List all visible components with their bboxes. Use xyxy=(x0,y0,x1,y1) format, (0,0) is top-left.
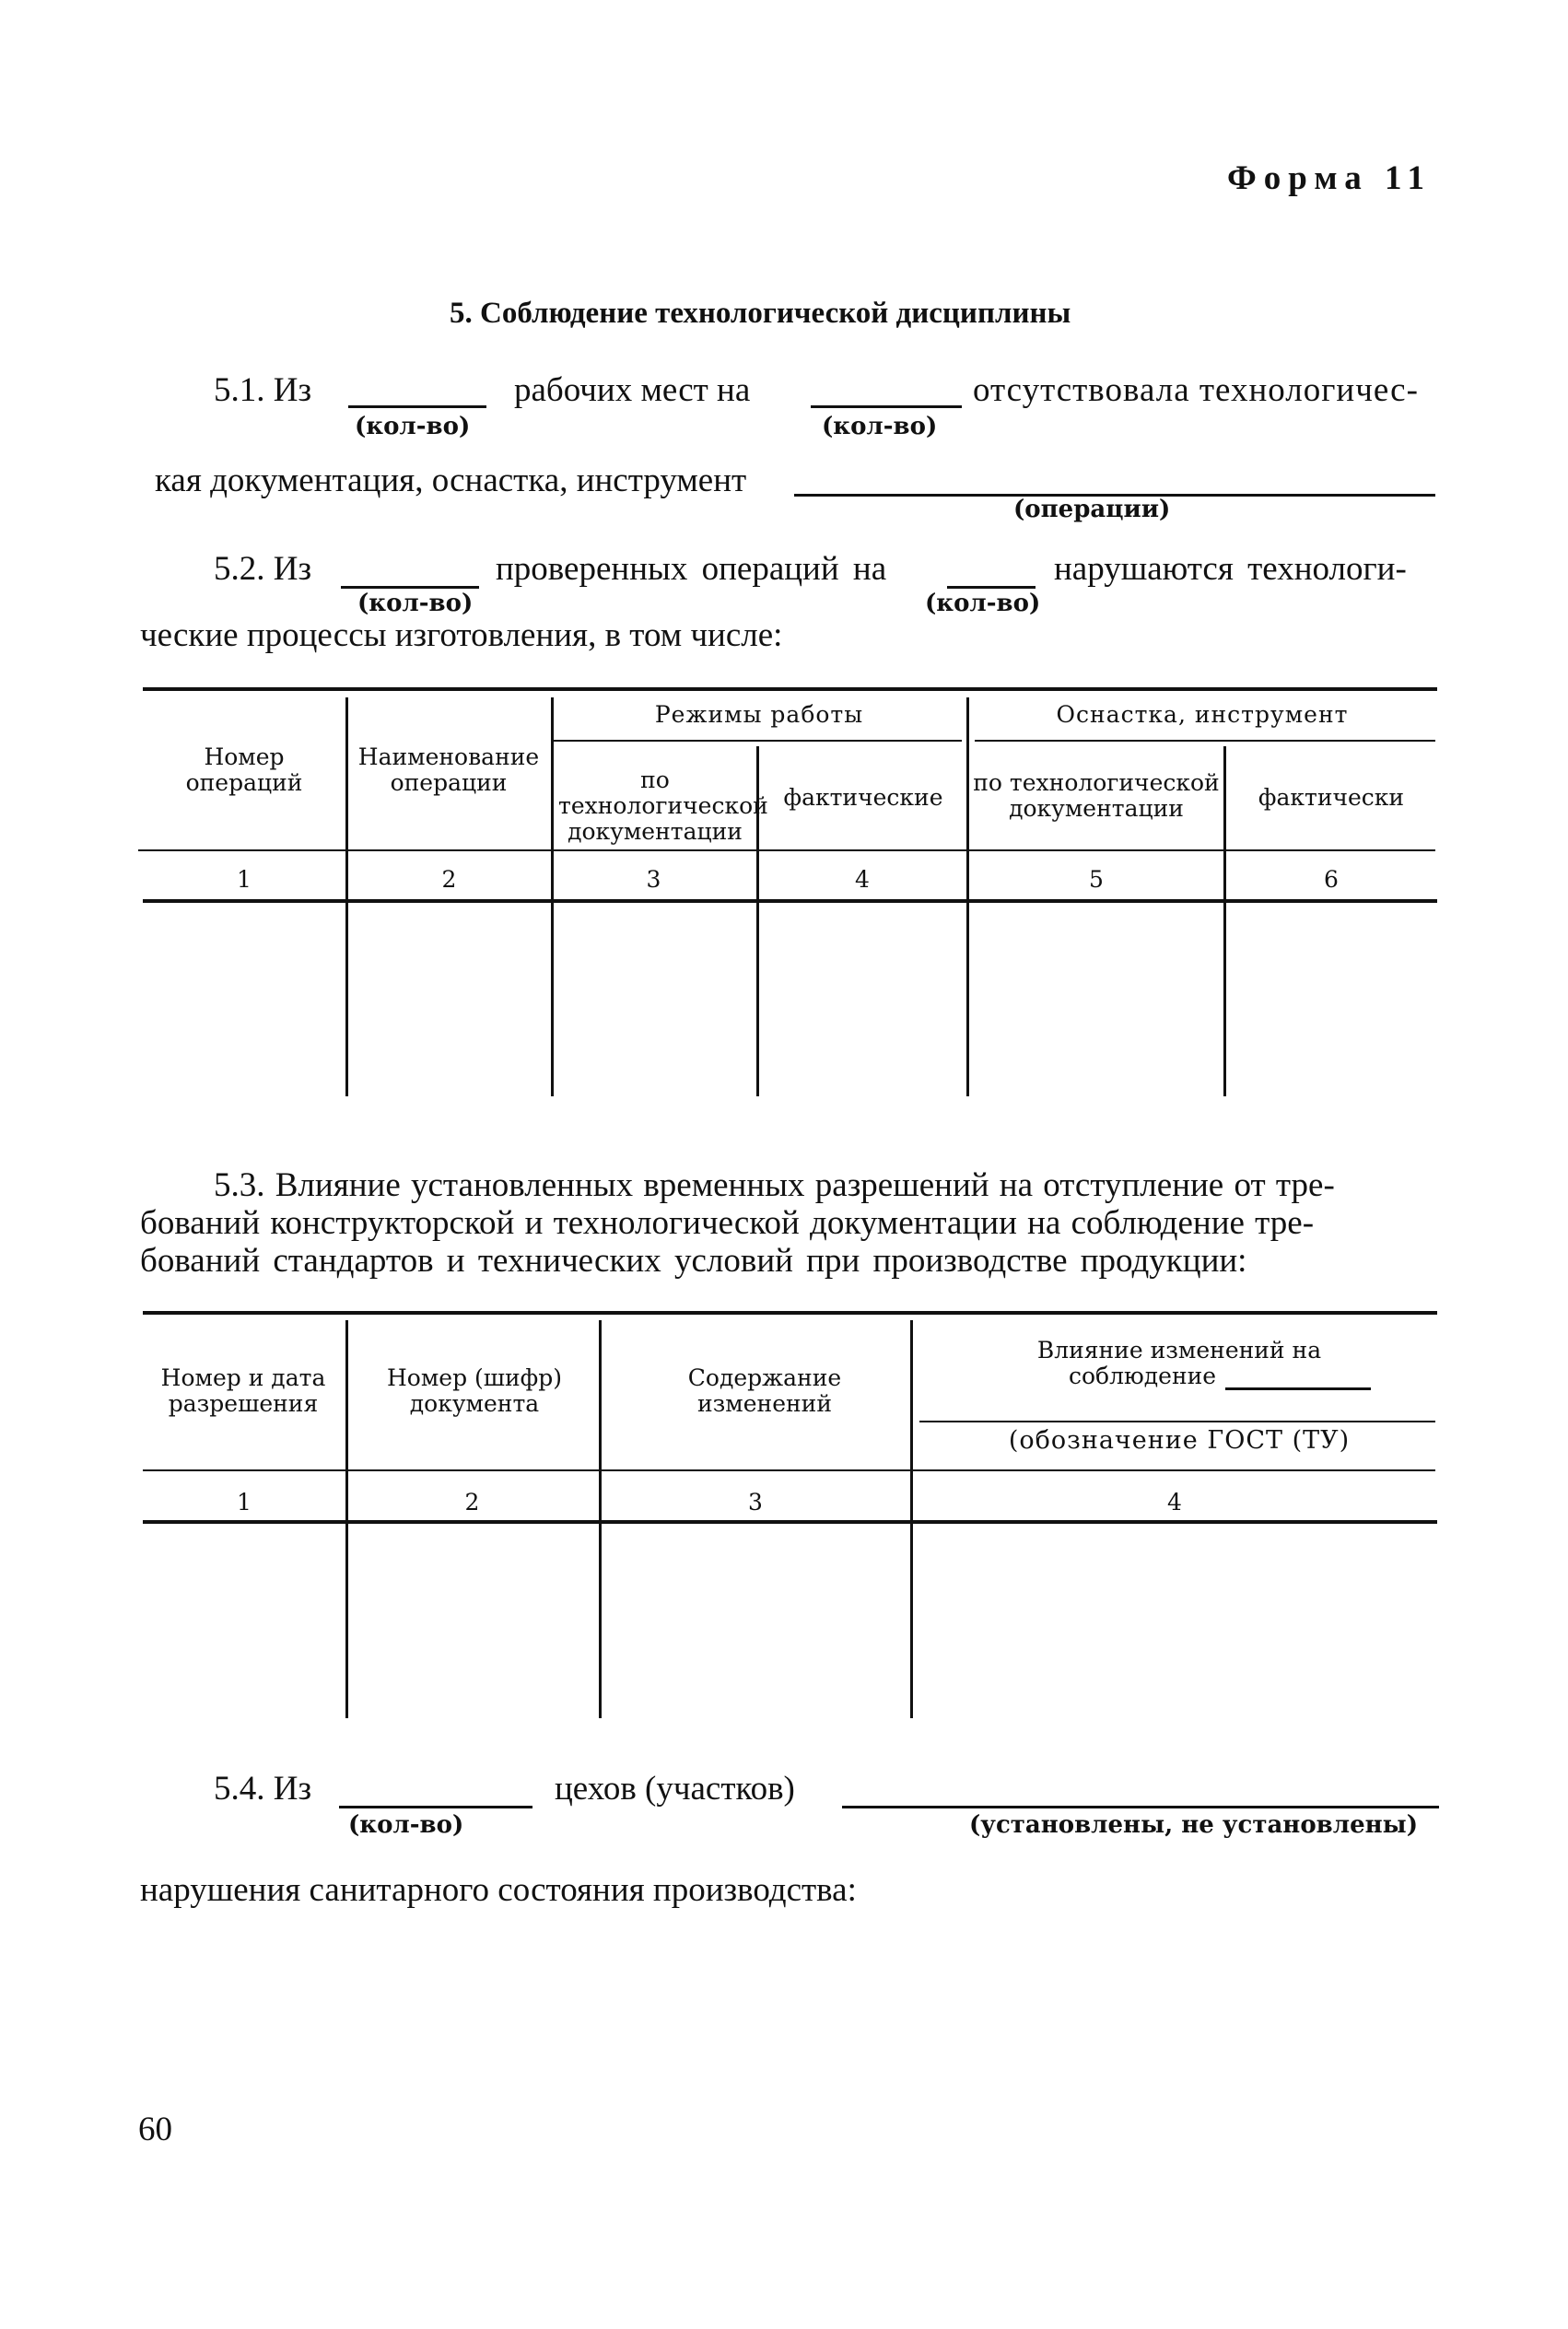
table2-header-content: Содержание изменений xyxy=(687,1364,842,1417)
table2-numbers-rule xyxy=(143,1520,1437,1524)
p51-line-2: кая документация, оснастка, инструмент xyxy=(155,462,747,499)
section-title: 5. Соблюдение технологической дисциплины xyxy=(450,297,1071,330)
table1-col-number: 1 xyxy=(237,866,252,893)
p51-text-3: отсутствовала технологичес- xyxy=(973,371,1419,409)
table1-group-rule-modes xyxy=(553,740,962,742)
p52-blank-qty1 xyxy=(341,586,479,589)
table1-header-modes-doc: по технологической документации xyxy=(558,767,768,845)
p52-caption-qty1: (кол-во) xyxy=(357,590,474,617)
p51-caption-qty1: (кол-во) xyxy=(355,413,471,440)
table1-top-rule xyxy=(143,687,1437,691)
p51-blank-qty2 xyxy=(811,405,962,408)
p54-blank-qty xyxy=(339,1806,532,1808)
p52-text-1: 5.2. Из xyxy=(214,550,312,588)
table2-header-impact-line2: соблюдение xyxy=(1069,1363,1217,1389)
p53-line-3: бований стандартов и технических условий при производстве продукции: xyxy=(140,1242,1247,1280)
p54-caption-status: (установлены, не установлены) xyxy=(969,1811,1419,1839)
p52-blank-qty2 xyxy=(947,586,1036,589)
table2-col-number: 2 xyxy=(464,1489,480,1516)
table1-numbers-rule xyxy=(143,899,1437,903)
table1-group-modes: Режимы работы xyxy=(654,701,864,728)
table1-col-divider xyxy=(345,697,348,1096)
table2-col-number: 4 xyxy=(1167,1489,1182,1516)
p54-text-2: цехов (участков) xyxy=(555,1770,795,1808)
table2-col-number: 1 xyxy=(237,1489,252,1516)
table2-col-divider xyxy=(599,1320,602,1718)
table1-col-number: 4 xyxy=(855,866,870,893)
table2-impact-rule xyxy=(919,1421,1435,1422)
page-number: 60 xyxy=(138,2111,172,2148)
table1-header-rule xyxy=(138,849,1435,851)
table1-col-number: 2 xyxy=(441,866,457,893)
table1-header-tool-actual: фактически xyxy=(1258,784,1405,811)
table2-col-divider xyxy=(345,1320,348,1718)
p51-text-1: 5.1. Из xyxy=(214,371,312,409)
p53-line-1: 5.3. Влияние установленных временных разрешений на отступление от тре- xyxy=(214,1166,1335,1204)
table2-col-number: 3 xyxy=(748,1489,763,1516)
table2-impact-blank xyxy=(1225,1387,1371,1390)
table1-col-divider xyxy=(1223,746,1226,1096)
table1-col-number: 6 xyxy=(1324,866,1339,893)
table2-col-divider xyxy=(910,1320,913,1718)
table2-top-rule xyxy=(143,1311,1437,1315)
p51-caption-qty2: (кол-во) xyxy=(822,413,938,440)
table1-group-rule-tooling xyxy=(975,740,1435,742)
p52-text-3: нарушаются технологи- xyxy=(1054,550,1407,588)
p54-blank-status xyxy=(842,1806,1439,1808)
p52-text-2: проверенных операций на xyxy=(496,550,887,588)
table1-header-op-number: Номер операций xyxy=(185,743,303,796)
table2-header-rule xyxy=(143,1469,1435,1471)
p54-line-2: нарушения санитарного состояния производства: xyxy=(140,1871,857,1909)
table1-group-tooling: Оснастка, инструмент xyxy=(1056,701,1349,728)
p54-caption-qty: (кол-во) xyxy=(348,1811,464,1839)
table2-header-document: Номер (шифр) документа xyxy=(386,1364,563,1417)
p53-line-2: бований конструкторской и технологической документации на соблюдение тре- xyxy=(140,1204,1315,1242)
table2-header-impact-line1: Влияние изменений на xyxy=(1036,1337,1322,1363)
table1-col-divider xyxy=(966,697,969,1096)
p51-blank-qty1 xyxy=(348,405,486,408)
table1-col-number: 3 xyxy=(646,866,661,893)
table2-header-permit: Номер и дата разрешения xyxy=(160,1364,326,1417)
table1-col-number: 5 xyxy=(1089,866,1104,893)
p52-caption-qty2: (кол-во) xyxy=(925,590,1041,617)
table1-header-tool-doc: по технологической документации xyxy=(973,769,1220,822)
p54-text-1: 5.4. Из xyxy=(214,1770,312,1808)
p51-text-2: рабочих мест на xyxy=(514,371,751,409)
table1-header-modes-actual: фактические xyxy=(783,784,943,811)
p51-caption-ops: (операции) xyxy=(1013,496,1171,523)
table1-header-op-name: Наименование операции xyxy=(357,743,540,796)
table2-header-impact-caption: (обозначение ГОСТ (ТУ) xyxy=(1008,1426,1351,1455)
form-label: Форма 11 xyxy=(1227,159,1432,197)
table1-col-divider xyxy=(551,697,554,1096)
p52-line-2: ческие процессы изготовления, в том числе: xyxy=(140,616,783,654)
